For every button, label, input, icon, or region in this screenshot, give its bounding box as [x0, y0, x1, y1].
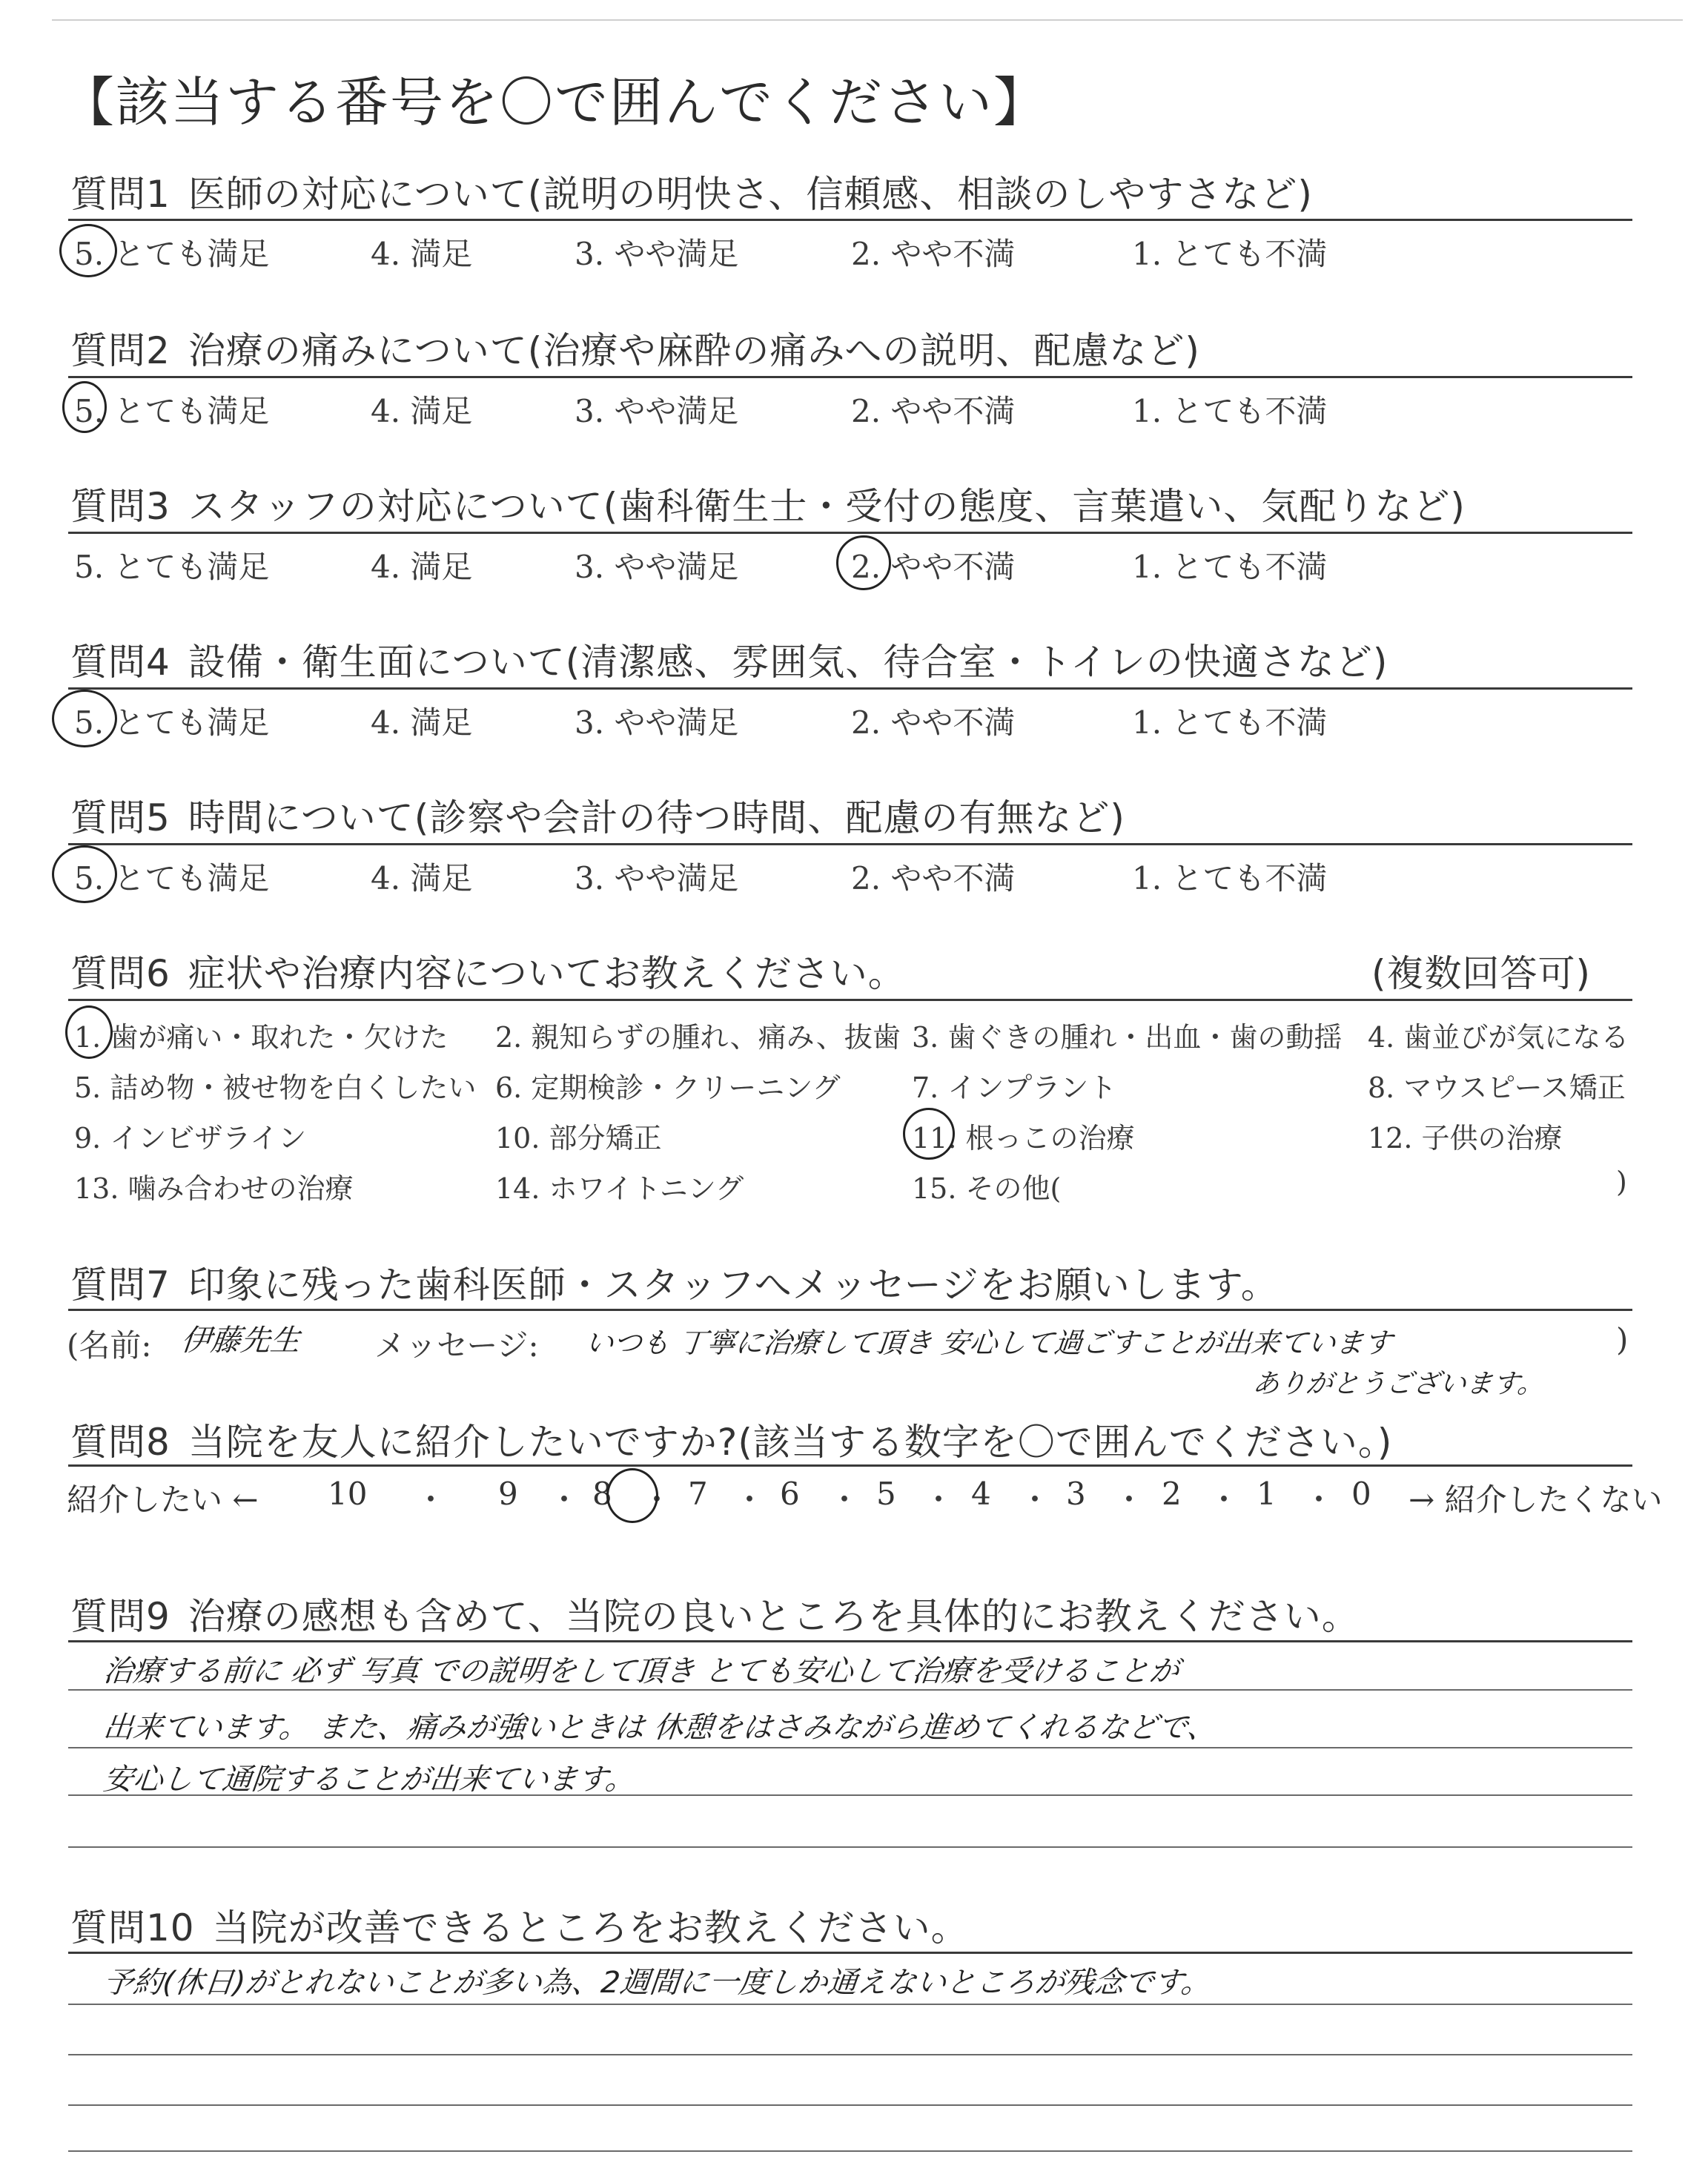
question-number: 質問6 [70, 952, 171, 995]
symptom-option-8[interactable]: 8. マウスピース矯正 [1368, 1071, 1626, 1104]
question-number: 質問4 [70, 641, 171, 684]
rating-option-1[interactable]: 1. とても不満 [1132, 549, 1328, 585]
rating-option-2[interactable]: 2. やや不満 [851, 393, 1016, 429]
name-label: (名前: [67, 1327, 152, 1364]
question-rule [68, 532, 1632, 534]
name-value[interactable]: 伊藤先生 [179, 1324, 302, 1358]
answer-rule [68, 1846, 1632, 1848]
question-number: 質問2 [70, 329, 171, 372]
message-close-paren: ) [1616, 1321, 1629, 1358]
rating-option-2[interactable]: 2. やや不満 [851, 704, 1016, 741]
rating-option-2[interactable]: 2. やや不満 [851, 860, 1016, 896]
selection-circle [65, 1005, 113, 1059]
question-4-heading [70, 633, 1388, 686]
scale-dot: ・ [1208, 1482, 1240, 1518]
rating-option-3[interactable]: 3. やや満足 [575, 236, 739, 272]
question-rule [68, 219, 1632, 221]
rating-option-5[interactable]: 5. とても満足 [74, 860, 270, 896]
symptom-option-12[interactable]: 12. 子供の治療 [1368, 1122, 1563, 1155]
selection-circle [903, 1108, 955, 1160]
top-border [52, 19, 1683, 21]
selection-circle [52, 690, 117, 747]
scale-dot: ・ [1303, 1482, 1335, 1518]
question-7-heading [70, 1255, 1279, 1309]
scale-number-10[interactable]: 10 [328, 1476, 368, 1512]
answer-rule [68, 1794, 1632, 1796]
scale-number-7[interactable]: 7 [688, 1476, 708, 1512]
multiple-answers-note: (複数回答可) [1371, 952, 1592, 995]
rating-option-1[interactable]: 1. とても不満 [1132, 860, 1328, 896]
question-number: 質問3 [70, 485, 171, 528]
rating-option-4[interactable]: 4. 満足 [371, 704, 473, 741]
selection-circle [606, 1468, 658, 1523]
selection-circle [59, 224, 117, 277]
scale-number-1[interactable]: 1 [1257, 1476, 1277, 1512]
rating-option-3[interactable]: 3. やや満足 [575, 860, 739, 896]
rating-option-1[interactable]: 1. とても不満 [1132, 236, 1328, 272]
symptom-option-9[interactable]: 9. インビザライン [74, 1122, 307, 1155]
symptom-option-3[interactable]: 3. 歯ぐきの腫れ・出血・歯の動揺 [912, 1021, 1343, 1054]
question-5-heading [70, 788, 1125, 842]
question-text: 当院が改善できるところをお教えください。 [212, 1906, 969, 1949]
symptom-option-13[interactable]: 13. 噛み合わせの治療 [74, 1172, 354, 1205]
rating-option-4[interactable]: 4. 満足 [371, 860, 473, 896]
question-rule [68, 1640, 1632, 1642]
question-6-heading [70, 944, 906, 997]
rating-option-3[interactable]: 3. やや満足 [575, 704, 739, 741]
scale-number-0[interactable]: 0 [1351, 1476, 1371, 1512]
selection-circle [836, 535, 891, 590]
rating-option-5[interactable]: 5. とても満足 [74, 393, 270, 429]
question-rule [68, 376, 1632, 378]
page-title: 【該当する番号を〇で囲んでください】 [61, 71, 1049, 133]
scale-number-9[interactable]: 9 [498, 1476, 518, 1512]
question-text: 治療の痛みについて(治療や麻酔の痛みへの説明、配慮など) [188, 329, 1200, 372]
scale-number-8[interactable]: 8 [592, 1476, 612, 1512]
selection-circle [62, 381, 107, 433]
question-text: 症状や治療内容についてお教えください。 [188, 952, 906, 995]
symptom-option-2[interactable]: 2. 親知らずの腫れ、痛み、抜歯 [495, 1021, 901, 1054]
question-number: 質問9 [70, 1595, 171, 1638]
question-rule [68, 1464, 1632, 1467]
question-text: 設備・衛生面について(清潔感、雰囲気、待合室・トイレの快適さなど) [188, 641, 1388, 684]
scale-dot: ・ [829, 1482, 861, 1518]
scale-number-2[interactable]: 2 [1162, 1476, 1182, 1512]
symptom-option-15[interactable]: 15. その他( [912, 1172, 1062, 1205]
message-line-1[interactable]: いつも 丁寧に治療して頂き 安心して過ごすことが出来ています [583, 1327, 1394, 1359]
question-text: 時間について(診察や会計の待つ時間、配慮の有無など) [188, 796, 1125, 839]
other-close-paren: ) [1616, 1166, 1627, 1198]
question-number: 質問8 [70, 1421, 171, 1464]
rating-option-5[interactable]: 5. とても満足 [74, 704, 270, 741]
question-number: 質問10 [70, 1906, 195, 1949]
question-8-heading [70, 1413, 1392, 1466]
symptom-option-4[interactable]: 4. 歯並びが気になる [1368, 1021, 1629, 1054]
rating-option-4[interactable]: 4. 満足 [371, 549, 473, 585]
symptom-option-14[interactable]: 14. ホワイトニング [495, 1172, 744, 1205]
rating-option-3[interactable]: 3. やや満足 [575, 549, 739, 585]
answer-rule [68, 1747, 1632, 1748]
scale-dot: ・ [1019, 1482, 1051, 1518]
rating-option-3[interactable]: 3. やや満足 [575, 393, 739, 429]
question-number: 質問1 [70, 173, 171, 216]
question-10-heading [70, 1898, 969, 1952]
question-number: 質問5 [70, 796, 171, 839]
answer-line-1[interactable]: 治療する前に 必ず 写真 での説明をして頂き とても安心して治療を受けることが [102, 1654, 1181, 1688]
scale-dot: ・ [549, 1482, 580, 1518]
answer-rule [68, 2054, 1632, 2055]
question-rule [68, 999, 1632, 1001]
question-number: 質問7 [70, 1264, 171, 1307]
scale-left-label: 紹介したい ← [67, 1482, 259, 1518]
scale-number-6[interactable]: 6 [780, 1476, 800, 1512]
question-rule [68, 1952, 1632, 1954]
scale-number-3[interactable]: 3 [1066, 1476, 1086, 1512]
scale-dot: ・ [415, 1482, 447, 1518]
scale-dot: ・ [641, 1482, 673, 1518]
scale-number-5[interactable]: 5 [876, 1476, 896, 1512]
rating-option-4[interactable]: 4. 満足 [371, 393, 473, 429]
rating-option-5[interactable]: 5. とても満足 [74, 236, 270, 272]
message-label: メッセージ: [374, 1327, 539, 1364]
question-text: スタッフの対応について(歯科衛生士・受付の態度、言葉遣い、気配りなど) [188, 485, 1466, 528]
selection-circle [52, 845, 117, 903]
improvement-answer[interactable]: 予約(休日)がとれないことが多い為、2週間に一度しか通えないところが残念です。 [102, 1966, 1213, 2000]
scale-dot: ・ [734, 1482, 766, 1518]
rating-option-2[interactable]: 2. やや不満 [851, 549, 1016, 585]
question-text: 治療の感想も含めて、当院の良いところを具体的にお教えください。 [188, 1595, 1360, 1638]
question-1-heading [70, 165, 1313, 218]
symptom-option-5[interactable]: 5. 詰め物・被せ物を白くしたい [74, 1071, 477, 1104]
symptom-option-10[interactable]: 10. 部分矯正 [495, 1122, 662, 1155]
scale-dot: ・ [1113, 1482, 1145, 1518]
question-2-heading [70, 321, 1200, 374]
symptom-option-11[interactable]: 11. 根っこの治療 [912, 1122, 1135, 1155]
answer-rule [68, 1689, 1632, 1691]
answer-line-2[interactable]: 出来ています。 また、痛みが強いときは 休憩をはさみながら進めてくれるなどで、 [102, 1711, 1219, 1745]
question-text: 当院を友人に紹介したいですか?(該当する数字を〇で囲んでください。) [188, 1421, 1393, 1464]
rating-option-5[interactable]: 5. とても満足 [74, 549, 270, 585]
question-3-heading [70, 477, 1466, 530]
rating-option-1[interactable]: 1. とても不満 [1132, 704, 1328, 741]
rating-option-4[interactable]: 4. 満足 [371, 236, 473, 272]
rating-option-1[interactable]: 1. とても不満 [1132, 393, 1328, 429]
question-text: 医師の対応について(説明の明快さ、信頼感、相談のしやすさなど) [188, 173, 1313, 216]
answer-rule [68, 2104, 1632, 2106]
question-9-heading [70, 1587, 1360, 1640]
symptom-option-7[interactable]: 7. インプラント [912, 1071, 1117, 1104]
answer-rule [68, 2150, 1632, 2152]
question-rule [68, 1309, 1632, 1311]
message-line-2[interactable]: ありがとうございます。 [1251, 1369, 1546, 1399]
scale-right-label: → 紹介したくない [1409, 1482, 1663, 1518]
answer-line-3[interactable]: 安心して通院することが出来ています。 [102, 1763, 637, 1797]
question-rule [68, 687, 1632, 690]
question-rule [68, 843, 1632, 845]
question-text: 印象に残った歯科医師・スタッフへメッセージをお願いします。 [188, 1264, 1279, 1307]
scale-number-4[interactable]: 4 [971, 1476, 991, 1512]
answer-rule [68, 2004, 1632, 2005]
symptom-option-1[interactable]: 1. 歯が痛い・取れた・欠けた [74, 1021, 448, 1054]
rating-option-2[interactable]: 2. やや不満 [851, 236, 1016, 272]
scale-dot: ・ [923, 1482, 955, 1518]
symptom-option-6[interactable]: 6. 定期検診・クリーニング [495, 1071, 841, 1104]
